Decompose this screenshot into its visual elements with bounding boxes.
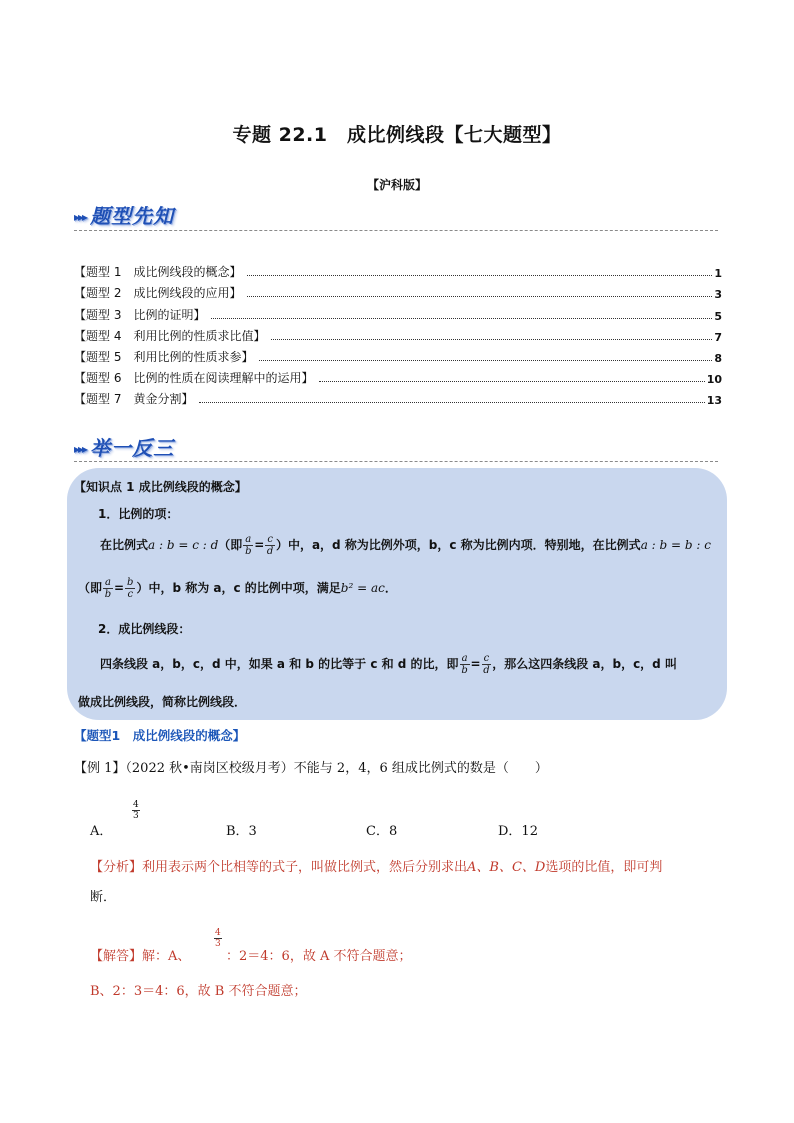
fraction: $\frac{a}{b}$ xyxy=(245,534,252,557)
table-of-contents xyxy=(74,259,722,407)
toc-item[interactable] xyxy=(74,386,722,407)
fraction: $\frac{c}{d}$ xyxy=(483,653,490,676)
divider xyxy=(74,461,718,462)
knowledge-item2-title: 2．成比例线段： xyxy=(98,622,191,636)
example-question: 【例 1】（2022 秋•南岗区校级月考）不能与 2，4，6 组成比例式的数是（ ） xyxy=(74,761,548,776)
section-title: 【题型1 成比例线段的概念】 xyxy=(74,728,246,743)
toc-label: 【题型 4 利用比例的性质求比值】 xyxy=(74,328,266,343)
toc-item[interactable] xyxy=(74,301,722,322)
knowledge-heading: 【知识点 1 成比例线段的概念】 xyxy=(74,480,247,494)
option-c[interactable]: C．8 xyxy=(366,824,398,839)
toc-label: 【题型 3 比例的证明】 xyxy=(74,307,206,322)
option-d[interactable]: D．12 xyxy=(498,824,538,839)
math-expression: a : b = c : d xyxy=(148,538,219,552)
banner-preview xyxy=(74,200,174,229)
answer-tag: 【解答】 xyxy=(90,949,143,964)
arrow-icon: ▸▸▸ xyxy=(74,210,87,224)
toc-page: 5 xyxy=(714,309,722,323)
option-b[interactable]: B．3 xyxy=(226,824,257,839)
banner-examples xyxy=(74,432,174,461)
toc-page: 3 xyxy=(714,288,722,302)
fraction: $\frac{c}{d}$ xyxy=(266,534,274,557)
toc-page: 8 xyxy=(714,351,722,365)
fraction: $\frac{a}{b}$ xyxy=(461,653,468,676)
math-expression: b² = ac xyxy=(340,581,385,595)
knowledge-line1: 在比例式a : b = c : d（即 $\frac{a}{b}$ = $\frac{c}{d}$ ）中，a，d 称为比例外项，b，c 称为比例内项．特别地，在比例式a : b = b : c xyxy=(100,534,711,557)
knowledge-item1-title: 1．比例的项： xyxy=(98,507,179,521)
banner-preview-text: 题型先知 xyxy=(90,204,175,228)
toc-item[interactable] xyxy=(74,259,722,280)
toc-label: 【题型 5 利用比例的性质求参】 xyxy=(74,349,254,364)
option-a-label[interactable]: A． xyxy=(90,824,113,839)
answer-line1: 【解答】解：A、 xyxy=(90,949,191,964)
divider xyxy=(74,230,718,231)
fraction: $\frac{b}{c}$ xyxy=(127,577,134,600)
toc-item[interactable] xyxy=(74,323,722,344)
arrow-icon: ▸▸▸ xyxy=(74,442,87,456)
knowledge-line2: （即 $\frac{a}{b}$ = $\frac{b}{c}$ ）中，b 称为 a，c 的比例中项，满足b² = ac． xyxy=(78,577,397,600)
answer-line2: B、2：3＝4：6，故 B 不符合题意； xyxy=(90,984,307,999)
answer-fraction: $\frac{4}{3}$ xyxy=(215,928,221,949)
option-a-value[interactable]: $\frac{4}{3}$ xyxy=(133,800,139,821)
toc-label: 【题型 1 成比例线段的概念】 xyxy=(74,265,242,280)
page-title: 专题 22.1 成比例线段【七大题型】 xyxy=(232,124,562,146)
fraction: $\frac{a}{b}$ xyxy=(104,577,112,600)
edition-label: 【沪科版】 xyxy=(366,178,427,192)
toc-label: 【题型 2 成比例线段的应用】 xyxy=(74,286,242,301)
math-expression: a : b = b : c xyxy=(640,538,711,552)
toc-item[interactable] xyxy=(74,365,722,386)
toc-page: 1 xyxy=(714,267,722,281)
answer-line1-rest: ：2＝4：6，故 A 不符合题意； xyxy=(226,949,412,964)
toc-page: 7 xyxy=(714,330,722,344)
knowledge-line3: 四条线段 a，b，c，d 中，如果 a 和 b 的比等于 c 和 d 的比，即 $\frac{a}{b}$ = $\frac{c}{d}$ ，那么这四条线段 a，b，c，d 叫 xyxy=(100,653,677,676)
knowledge-line4: 做成比例线段，简称比例线段． xyxy=(78,695,247,709)
toc-item[interactable] xyxy=(74,280,722,301)
banner-examples-text: 举一反三 xyxy=(90,436,175,460)
toc-page: 10 xyxy=(706,373,722,387)
toc-label: 【题型 6 比例的性质在阅读理解中的运用】 xyxy=(74,371,314,386)
toc-item[interactable] xyxy=(74,344,722,365)
analysis-tag: 【分析】 xyxy=(90,860,143,875)
analysis-paragraph: 【分析】利用表示两个比相等的式子，叫做比例式，然后分别求出A、B、C、D选项的比值，即可判 断． xyxy=(90,860,663,905)
toc-page: 13 xyxy=(706,394,722,408)
toc-label: 【题型 7 黄金分割】 xyxy=(74,392,194,407)
